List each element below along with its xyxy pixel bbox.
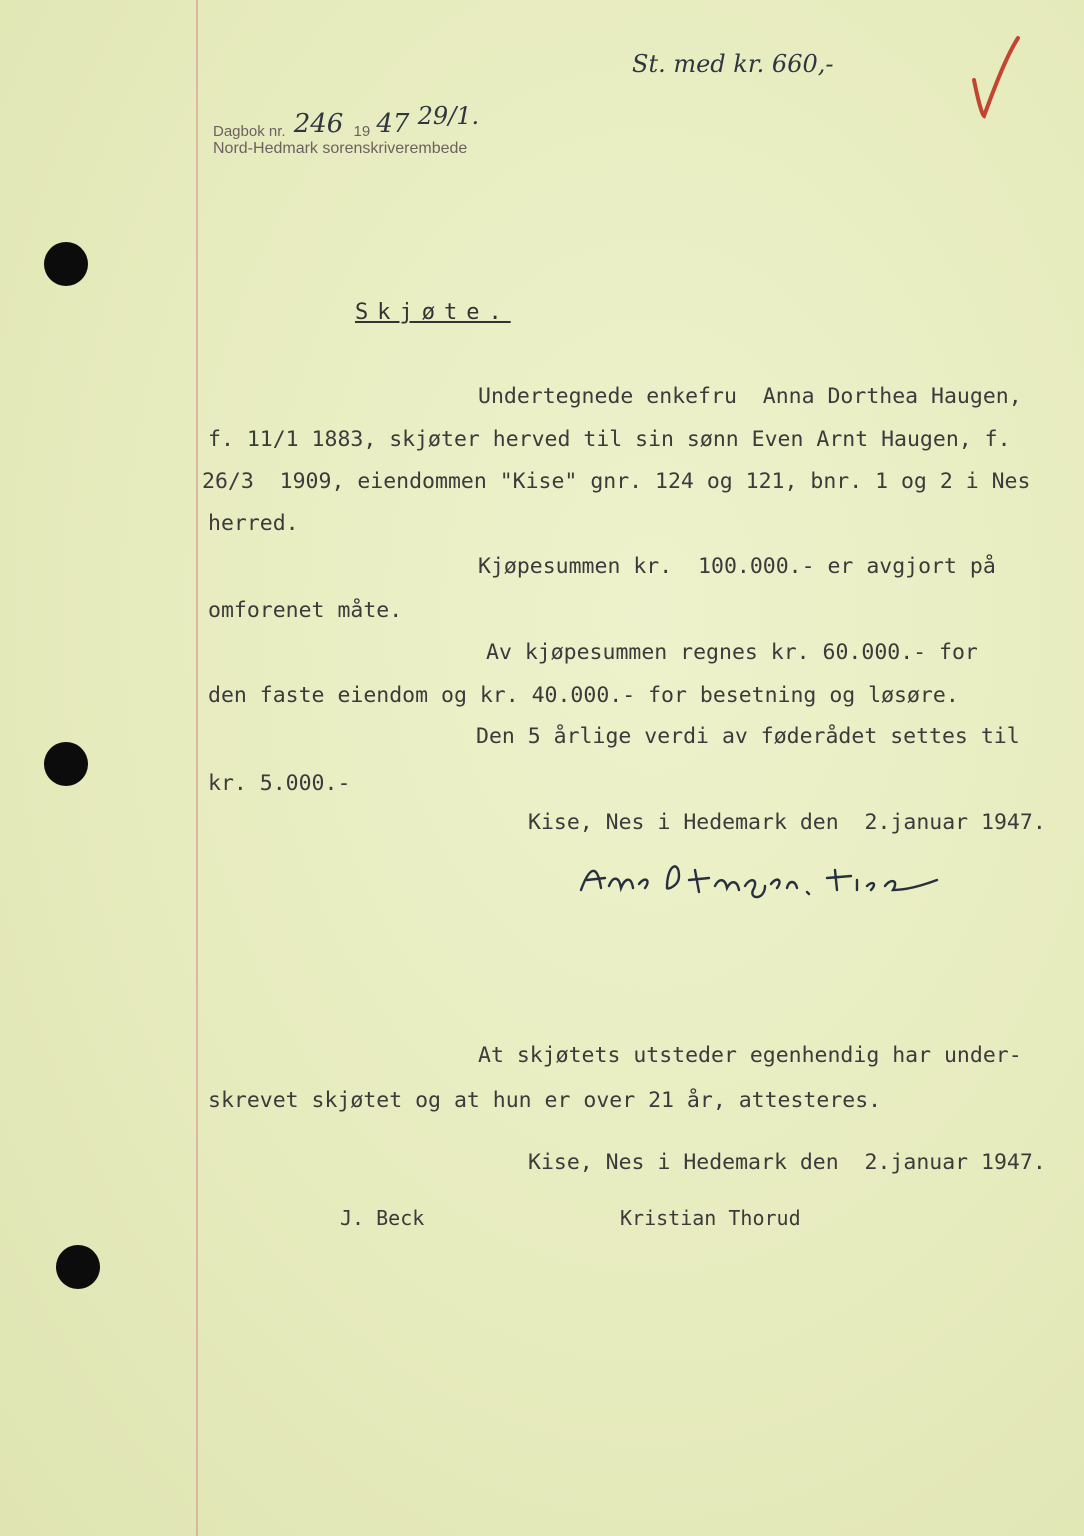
punch-hole-top xyxy=(44,242,88,286)
year-prefix: 19 xyxy=(353,123,371,140)
checkmark-icon xyxy=(960,30,1030,120)
body-line-1: Undertegnede enkefru Anna Dorthea Haugen, xyxy=(478,384,1022,409)
punch-hole-bottom xyxy=(56,1245,100,1289)
witness-1: J. Beck xyxy=(340,1206,425,1230)
dagbok-year: 47 xyxy=(376,109,410,139)
dagbok-label: Dagbok nr. xyxy=(213,123,286,140)
punch-hole-middle xyxy=(44,742,88,786)
body-line-4: herred. xyxy=(208,511,299,536)
witness-2: Kristian Thorud xyxy=(620,1206,801,1230)
margin-rule xyxy=(196,0,198,1536)
document-title: Skjøte. xyxy=(355,300,511,325)
attest-line-1: At skjøtets utsteder egenhendig har under- xyxy=(478,1043,1022,1068)
handwritten-signature xyxy=(575,850,945,910)
attest-place-date: Kise, Nes i Hedemark den 2.januar 1947. xyxy=(528,1150,1046,1175)
attest-line-2: skrevet skjøtet og at hun er over 21 år, attesteres. xyxy=(208,1088,882,1113)
body-line-7: Av kjøpesummen regnes kr. 60.000.- for xyxy=(486,640,978,665)
body-line-6: omforenet måte. xyxy=(208,598,403,623)
body-line-9: Den 5 årlige verdi av føderådet settes til xyxy=(476,724,1020,749)
body-line-5: Kjøpesummen kr. 100.000.- er avgjort på xyxy=(478,554,996,579)
dagbok-date: 29/1. xyxy=(417,102,480,130)
dagbok-number: 246 xyxy=(293,109,344,139)
dagbok-stamp xyxy=(213,102,480,143)
body-line-3: 26/3 1909, eiendommen "Kise" gnr. 124 og 121, bnr. 1 og 2 i Nes xyxy=(202,469,1031,494)
fee-note: St. med kr. 660,- xyxy=(632,50,834,78)
place-date-line: Kise, Nes i Hedemark den 2.januar 1947. xyxy=(528,810,1046,835)
body-line-8: den faste eiendom og kr. 40.000.- for besetning og løsøre. xyxy=(208,683,959,708)
body-line-2: f. 11/1 1883, skjøter herved til sin sønn Even Arnt Haugen, f. xyxy=(208,427,1011,452)
body-line-10: kr. 5.000.- xyxy=(208,771,351,796)
office-stamp: Nord-Hedmark sorenskriverembede xyxy=(213,140,468,157)
